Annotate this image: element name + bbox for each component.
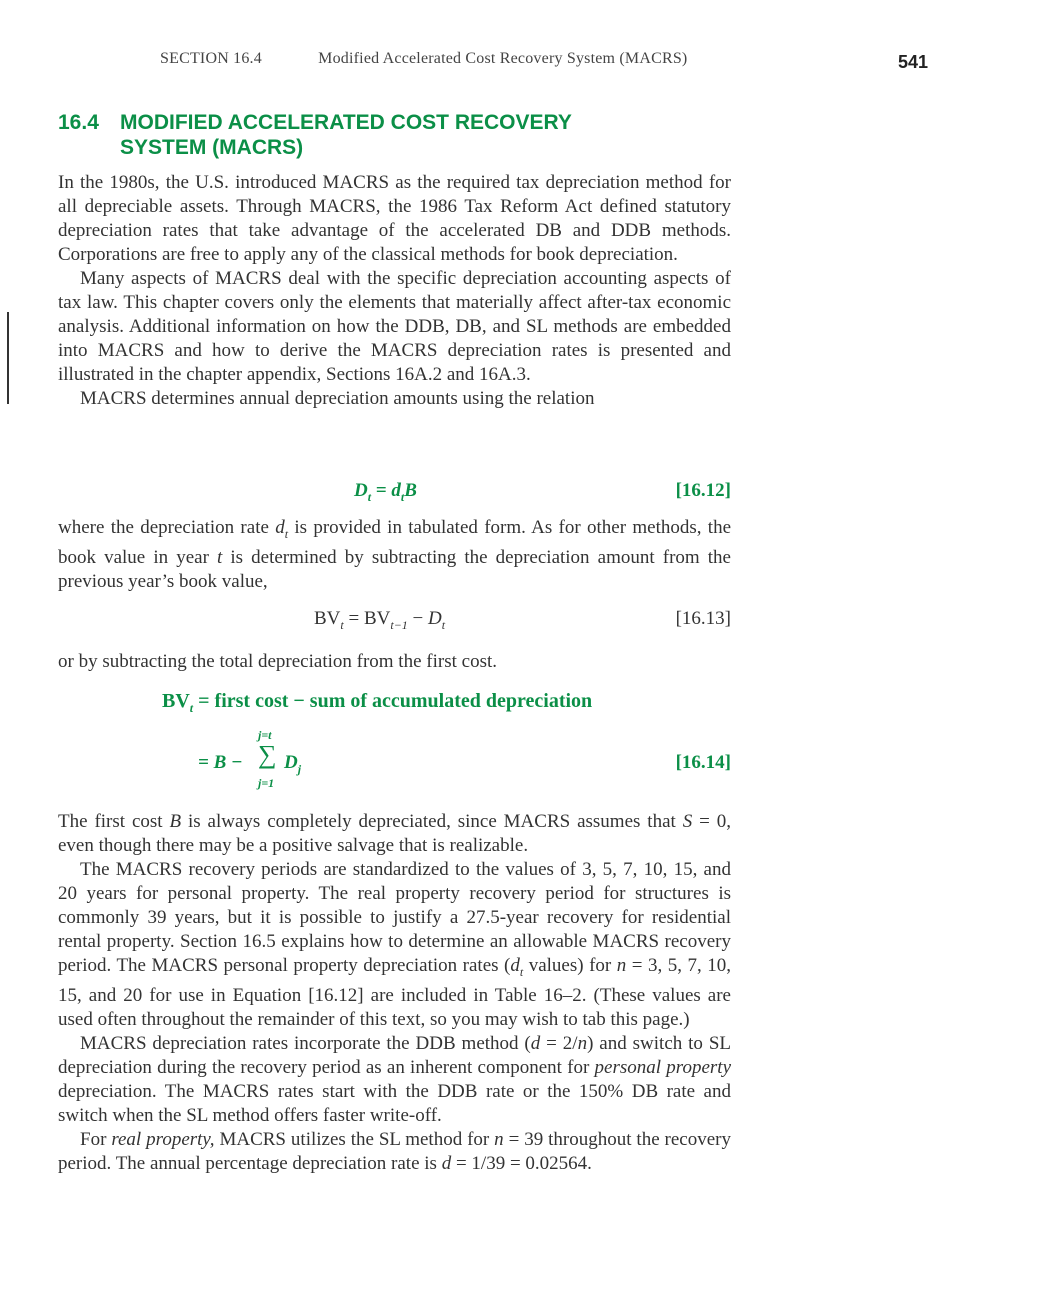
paragraph-7: The MACRS recovery periods are standardized to the values of 3, 5, 7, 10, 15, and 20 years for personal property. The real property recovery period for structures is commonly 39 years, but it is possible to justify a 27.5-year recovery for residential rental property. Section 16.5 explains how to determine an allowable MACRS recovery period. The MACRS personal property depreciation rates ($d_t$ values) for n = 3, 5, 7, 10, 15, and 20 for use in Equation [16.12] are included in Table 16–2. (These values are used often throughout the remainder of this text, so you may wish to tab this page.)	[58, 859, 732, 1030]
equation-16-12-expression: $D_t = d_tB$	[354, 480, 417, 504]
section-label: SECTION 16.4	[160, 50, 262, 67]
equation-book-value-expression: $BV_t$ = first cost − sum of accumulated depreciation	[162, 690, 593, 715]
margin-change-bar	[7, 312, 9, 404]
section-heading	[58, 110, 572, 160]
equation-16-12-tag: [16.12]	[675, 480, 731, 501]
section-title: Modified Accelerated Cost Recovery System (MACRS)	[318, 50, 688, 67]
summation-upper-limit: j=t	[258, 728, 272, 742]
paragraph-9: For real property, MACRS utilizes the SL method for n = 39 throughout the recovery period. The annual percentage depreciation rate is d = 1/39 = 0.02564.	[58, 1128, 731, 1174]
sigma-icon: ∑	[258, 740, 277, 769]
paragraph-6: The first cost B is always completely depreciated, since MACRS assumes that S = 0, even though there may be a positive salvage that is realizable.	[58, 811, 731, 856]
paragraph-2: Many aspects of MACRS deal with the specific depreciation accounting aspects of tax law. This chapter covers only the elements that materially affect after-tax economic analysis. Additional information on how the DDB, DB, and SL methods are embedded into MACRS and how to derive the MACRS depreciation rates is presented and illustrated in the chapter appendix, Sections 16A.2 and 16A.3.	[58, 268, 731, 385]
equation-16-14-term: $D_j$	[284, 752, 302, 776]
body-block-3	[58, 650, 731, 674]
body-block-2	[58, 516, 731, 594]
running-header	[160, 50, 687, 68]
equation-16-14-lead: = B −	[198, 752, 243, 773]
paragraph-1: In the 1980s, the U.S. introduced MACRS as the required tax depreciation method for all depreciable assets. Through MACRS, the 1986 Tax Reform Act defined statutory depreciation rates that take advantage of the accelerated DB and DDB methods. Corporations are free to apply any of the classical methods for book depreciation.	[58, 172, 731, 265]
equation-16-14	[58, 728, 731, 794]
body-block-4	[58, 810, 731, 1176]
equation-16-12	[58, 480, 731, 506]
paragraph-5: or by subtracting the total depreciation from the first cost.	[58, 651, 497, 672]
heading-number: 16.4	[58, 111, 99, 134]
equation-16-13	[58, 608, 731, 634]
equation-16-13-tag: [16.13]	[675, 608, 731, 629]
equation-16-13-expression: $BV_t = BV_{t-1} - D_t$	[314, 608, 446, 632]
page-number: 541	[898, 52, 929, 72]
paragraph-4: where the depreciation rate $d_t$ is provided in tabulated form. As for other methods, the book value in year t is determined by subtracting the depreciation amount from the previous year’s book value,	[58, 517, 732, 592]
heading-line-1: MODIFIED ACCELERATED COST RECOVERY	[120, 111, 572, 134]
body-block-1	[58, 171, 731, 411]
equation-16-14-tag: [16.14]	[675, 752, 731, 773]
equation-book-value	[58, 690, 731, 718]
paragraph-3: MACRS determines annual depreciation amounts using the relation	[80, 388, 595, 409]
heading-line-2: SYSTEM (MACRS)	[120, 136, 304, 159]
summation-lower-limit: j=1	[258, 776, 275, 790]
paragraph-8: MACRS depreciation rates incorporate the DDB method (d = 2/n) and switch to SL depreciation during the recovery period as an inherent component for personal property depreciation. The MACRS rates start with the DDB rate or the 150% DB rate and switch when the SL method offers faster write-off.	[58, 1032, 732, 1126]
